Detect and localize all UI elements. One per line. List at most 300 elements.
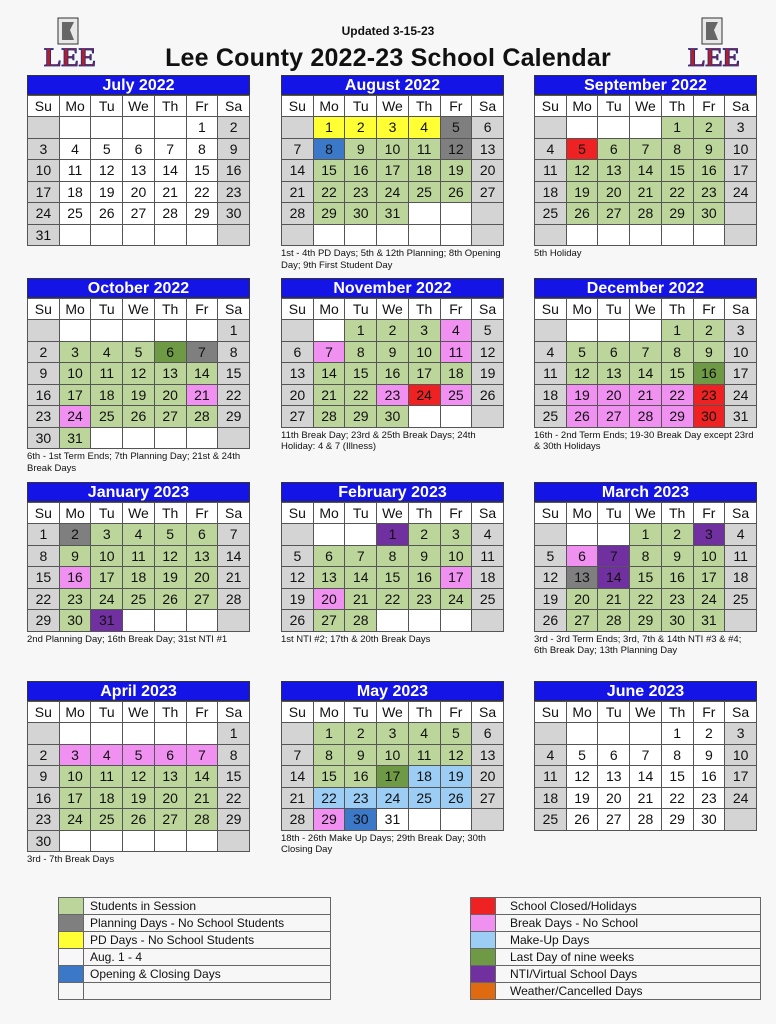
day-cell: 3	[725, 320, 757, 342]
day-cell: 4	[535, 744, 567, 766]
day-cell: 27	[472, 787, 504, 809]
week-row	[535, 524, 757, 546]
month-note: 5th Holiday	[534, 248, 582, 259]
legend-label: PD Days - No School Students	[84, 932, 331, 949]
weekday-label: We	[377, 96, 409, 117]
week-row	[535, 809, 757, 831]
day-cell: 25	[91, 809, 123, 831]
month-note: 3rd - 3rd Term Ends; 3rd, 7th & 14th NTI #3 & #4; 6th Break Day; 13th Planning Day	[534, 633, 742, 656]
day-cell: 18	[725, 567, 757, 589]
weekday-label: Sa	[472, 96, 504, 117]
month-block	[534, 278, 757, 428]
day-cell: 13	[186, 545, 218, 567]
day-cell: 3	[440, 524, 472, 546]
week-row	[28, 610, 250, 632]
day-cell: 6	[598, 341, 630, 363]
day-cell: 10	[377, 744, 409, 766]
day-cell: 12	[123, 766, 155, 788]
day-cell: 26	[472, 384, 504, 406]
day-cell: 28	[313, 406, 345, 428]
day-cell: 13	[313, 567, 345, 589]
day-cell: 31	[377, 203, 409, 225]
month-title: June 2023	[534, 681, 757, 701]
day-cell: 15	[661, 766, 693, 788]
legend-swatch	[59, 949, 84, 966]
weekday-header-row	[535, 503, 757, 524]
day-cell: 17	[59, 384, 91, 406]
month-note: 3rd - 7th Break Days	[27, 854, 115, 865]
day-cell: 8	[313, 744, 345, 766]
day-cell: 31	[725, 406, 757, 428]
day-cell: 26	[123, 406, 155, 428]
legend-swatch	[59, 932, 84, 949]
day-cell: 7	[345, 545, 377, 567]
weekday-label: Th	[661, 503, 693, 524]
day-cell: 29	[345, 406, 377, 428]
day-cell: 3	[28, 138, 60, 160]
day-cell: 25	[408, 181, 440, 203]
day-cell: 19	[472, 363, 504, 385]
week-row	[282, 567, 504, 589]
day-cell	[218, 224, 250, 246]
day-cell: 8	[661, 341, 693, 363]
day-cell: 10	[59, 766, 91, 788]
day-cell: 13	[598, 160, 630, 182]
day-cell: 23	[661, 588, 693, 610]
week-row	[282, 545, 504, 567]
day-cell: 21	[598, 588, 630, 610]
day-cell: 21	[218, 567, 250, 589]
day-cell: 26	[566, 203, 598, 225]
day-cell: 21	[345, 588, 377, 610]
weekday-header-row	[28, 96, 250, 117]
week-row	[282, 524, 504, 546]
day-cell: 25	[725, 588, 757, 610]
day-cell: 24	[725, 181, 757, 203]
day-cell: 22	[661, 787, 693, 809]
day-cell	[154, 320, 186, 342]
updated-date: Updated 3-15-23	[341, 24, 435, 38]
day-cell: 25	[91, 406, 123, 428]
weekday-label: Tu	[598, 503, 630, 524]
day-cell: 16	[408, 567, 440, 589]
day-cell: 9	[693, 744, 725, 766]
day-cell: 29	[661, 406, 693, 428]
day-cell: 30	[28, 427, 60, 449]
day-cell	[630, 224, 662, 246]
day-cell: 23	[377, 384, 409, 406]
legend-swatch	[471, 966, 496, 983]
day-cell: 1	[661, 117, 693, 139]
week-row	[535, 224, 757, 246]
day-cell: 24	[725, 384, 757, 406]
day-cell: 23	[345, 787, 377, 809]
day-cell: 14	[218, 545, 250, 567]
day-cell: 29	[218, 809, 250, 831]
day-cell	[123, 830, 155, 852]
day-cell	[313, 224, 345, 246]
month-note: 18th - 26th Make Up Days; 29th Break Day; 30th Closing Day	[281, 832, 486, 855]
day-cell	[440, 406, 472, 428]
day-cell: 16	[59, 567, 91, 589]
week-row	[282, 203, 504, 225]
weekday-label: Fr	[186, 96, 218, 117]
day-cell: 5	[91, 138, 123, 160]
day-cell: 18	[59, 181, 91, 203]
weekday-label: Fr	[186, 702, 218, 723]
day-cell: 21	[282, 787, 314, 809]
day-cell: 1	[186, 117, 218, 139]
day-cell: 16	[218, 160, 250, 182]
month-title: April 2023	[27, 681, 250, 701]
week-row	[535, 138, 757, 160]
weekday-label: Su	[28, 702, 60, 723]
legend-row	[59, 966, 331, 983]
day-cell: 3	[91, 524, 123, 546]
day-cell	[566, 117, 598, 139]
weekday-label: We	[123, 96, 155, 117]
day-cell: 21	[630, 384, 662, 406]
month-title: December 2022	[534, 278, 757, 298]
day-cell	[123, 610, 155, 632]
day-cell: 13	[472, 138, 504, 160]
day-cell: 7	[186, 341, 218, 363]
weekday-label: Sa	[725, 299, 757, 320]
day-cell: 7	[282, 744, 314, 766]
month-title: September 2022	[534, 75, 757, 95]
day-cell: 1	[661, 723, 693, 745]
day-cell: 9	[345, 138, 377, 160]
day-cell: 22	[313, 787, 345, 809]
day-cell: 27	[598, 809, 630, 831]
day-cell: 9	[408, 545, 440, 567]
weekday-label: Th	[154, 503, 186, 524]
day-cell: 1	[28, 524, 60, 546]
day-cell: 8	[313, 138, 345, 160]
day-cell: 11	[472, 545, 504, 567]
week-row	[282, 610, 504, 632]
day-cell	[535, 524, 567, 546]
weekday-label: Su	[282, 702, 314, 723]
week-row	[282, 723, 504, 745]
weekday-label: Tu	[91, 96, 123, 117]
legend-label: Planning Days - No School Students	[84, 915, 331, 932]
day-cell: 22	[218, 787, 250, 809]
day-cell: 10	[408, 341, 440, 363]
day-cell: 16	[693, 160, 725, 182]
day-cell: 24	[408, 384, 440, 406]
month-block	[27, 75, 250, 246]
day-cell: 28	[345, 610, 377, 632]
weekday-label: Tu	[598, 702, 630, 723]
day-cell: 25	[440, 384, 472, 406]
day-cell	[186, 830, 218, 852]
day-cell: 14	[313, 363, 345, 385]
week-row	[28, 744, 250, 766]
day-cell: 25	[408, 787, 440, 809]
weekday-label: Fr	[440, 702, 472, 723]
day-cell: 27	[123, 203, 155, 225]
day-cell	[186, 427, 218, 449]
legend-swatch	[471, 983, 496, 1000]
day-cell	[408, 610, 440, 632]
week-row	[535, 363, 757, 385]
day-cell: 26	[440, 787, 472, 809]
day-cell: 24	[377, 181, 409, 203]
week-row	[28, 545, 250, 567]
day-cell: 17	[725, 363, 757, 385]
month-block	[281, 278, 504, 428]
day-cell: 16	[28, 787, 60, 809]
weekday-label: Tu	[345, 503, 377, 524]
month-note: 2nd Planning Day; 16th Break Day; 31st NTI #1	[27, 633, 228, 645]
day-cell: 22	[28, 588, 60, 610]
legend-label: Students in Session	[84, 898, 331, 915]
legend-swatch	[59, 966, 84, 983]
weekday-label: Su	[535, 299, 567, 320]
day-cell: 7	[630, 341, 662, 363]
legend-swatch	[471, 932, 496, 949]
day-cell: 6	[123, 138, 155, 160]
day-cell: 18	[535, 181, 567, 203]
day-cell: 5	[123, 744, 155, 766]
day-cell: 18	[440, 363, 472, 385]
day-cell: 11	[91, 766, 123, 788]
day-cell: 14	[630, 766, 662, 788]
week-row	[28, 524, 250, 546]
day-cell	[535, 723, 567, 745]
legend-row	[471, 966, 761, 983]
weekday-label: We	[630, 702, 662, 723]
day-cell: 23	[693, 787, 725, 809]
day-cell: 16	[28, 384, 60, 406]
weekday-label: We	[630, 299, 662, 320]
day-cell	[472, 203, 504, 225]
day-cell	[186, 224, 218, 246]
month-title: October 2022	[27, 278, 250, 298]
day-cell: 12	[472, 341, 504, 363]
week-row	[28, 117, 250, 139]
weekday-label: Th	[154, 299, 186, 320]
day-cell: 4	[408, 723, 440, 745]
day-cell: 7	[630, 138, 662, 160]
day-cell: 30	[28, 830, 60, 852]
day-cell: 19	[154, 567, 186, 589]
month-title: January 2023	[27, 482, 250, 502]
weekday-header-row	[28, 503, 250, 524]
day-cell: 22	[661, 384, 693, 406]
week-row	[535, 744, 757, 766]
day-cell	[154, 830, 186, 852]
weekday-label: Mo	[313, 96, 345, 117]
day-cell	[377, 224, 409, 246]
day-cell: 20	[123, 181, 155, 203]
week-row	[28, 406, 250, 428]
day-cell: 18	[91, 787, 123, 809]
day-cell	[630, 117, 662, 139]
weekday-label: We	[377, 299, 409, 320]
day-cell: 16	[377, 363, 409, 385]
day-cell: 4	[472, 524, 504, 546]
week-row	[28, 160, 250, 182]
day-cell: 23	[345, 181, 377, 203]
week-row	[28, 341, 250, 363]
day-cell	[630, 320, 662, 342]
weekday-label: Fr	[186, 503, 218, 524]
day-cell	[725, 203, 757, 225]
day-cell: 21	[630, 181, 662, 203]
day-cell	[154, 427, 186, 449]
weekday-label: Mo	[313, 503, 345, 524]
month-block	[534, 482, 757, 632]
day-cell: 2	[345, 723, 377, 745]
month-block	[27, 482, 250, 632]
day-cell	[282, 224, 314, 246]
month-title: March 2023	[534, 482, 757, 502]
day-cell: 22	[377, 588, 409, 610]
day-cell: 11	[535, 766, 567, 788]
day-cell: 13	[598, 363, 630, 385]
day-cell: 9	[661, 545, 693, 567]
day-cell: 3	[59, 744, 91, 766]
day-cell: 29	[28, 610, 60, 632]
weekday-label: Mo	[566, 96, 598, 117]
day-cell: 8	[630, 545, 662, 567]
day-cell	[472, 224, 504, 246]
week-row	[28, 588, 250, 610]
day-cell: 15	[345, 363, 377, 385]
day-cell: 24	[377, 787, 409, 809]
day-cell	[598, 723, 630, 745]
day-cell: 16	[693, 363, 725, 385]
day-cell: 18	[408, 160, 440, 182]
weekday-label: Fr	[693, 503, 725, 524]
day-cell: 17	[91, 567, 123, 589]
weekday-label: Su	[282, 299, 314, 320]
week-row	[535, 160, 757, 182]
day-cell	[408, 406, 440, 428]
day-cell: 27	[313, 610, 345, 632]
month-block	[281, 681, 504, 831]
day-cell	[154, 117, 186, 139]
day-cell: 9	[693, 341, 725, 363]
day-cell: 9	[28, 363, 60, 385]
day-cell: 19	[123, 384, 155, 406]
day-cell: 24	[693, 588, 725, 610]
day-cell	[154, 224, 186, 246]
week-row	[535, 567, 757, 589]
day-cell: 6	[282, 341, 314, 363]
month-title: May 2023	[281, 681, 504, 701]
month-block	[281, 75, 504, 246]
day-cell: 6	[598, 744, 630, 766]
day-cell: 8	[661, 744, 693, 766]
day-cell: 6	[154, 341, 186, 363]
day-cell: 25	[472, 588, 504, 610]
day-cell: 10	[440, 545, 472, 567]
day-cell: 10	[28, 160, 60, 182]
day-cell: 23	[218, 181, 250, 203]
weekday-label: Fr	[440, 96, 472, 117]
day-cell: 6	[598, 138, 630, 160]
day-cell: 29	[313, 809, 345, 831]
legend-swatch	[471, 915, 496, 932]
weekday-label: Fr	[693, 96, 725, 117]
weekday-label: Tu	[91, 503, 123, 524]
legend-row	[59, 983, 331, 1000]
day-cell	[123, 723, 155, 745]
day-cell: 5	[535, 545, 567, 567]
day-cell: 15	[28, 567, 60, 589]
day-cell: 21	[630, 787, 662, 809]
day-cell: 23	[28, 809, 60, 831]
weekday-header-row	[282, 96, 504, 117]
day-cell: 22	[313, 181, 345, 203]
day-cell: 9	[218, 138, 250, 160]
day-cell: 28	[630, 406, 662, 428]
day-cell	[693, 224, 725, 246]
day-cell: 17	[440, 567, 472, 589]
day-cell	[282, 524, 314, 546]
legend-label: School Closed/Holidays	[496, 898, 761, 915]
week-row	[28, 723, 250, 745]
day-cell: 17	[725, 766, 757, 788]
day-cell	[566, 320, 598, 342]
legend-swatch	[471, 949, 496, 966]
weekday-label: Th	[154, 702, 186, 723]
day-cell: 17	[725, 160, 757, 182]
weekday-label: Su	[535, 96, 567, 117]
day-cell: 2	[661, 524, 693, 546]
day-cell	[535, 320, 567, 342]
day-cell: 14	[630, 363, 662, 385]
legend-label: Opening & Closing Days	[84, 966, 331, 983]
day-cell	[472, 809, 504, 831]
day-cell: 28	[186, 809, 218, 831]
weekday-label: Th	[408, 299, 440, 320]
weekday-header-row	[282, 702, 504, 723]
day-cell	[472, 406, 504, 428]
day-cell: 7	[186, 744, 218, 766]
weekday-label: Fr	[440, 503, 472, 524]
day-cell: 3	[725, 117, 757, 139]
day-cell	[725, 610, 757, 632]
week-row	[282, 809, 504, 831]
day-cell: 27	[598, 203, 630, 225]
day-cell: 5	[566, 138, 598, 160]
day-cell: 16	[345, 766, 377, 788]
legend-row	[471, 898, 761, 915]
day-cell: 17	[59, 787, 91, 809]
day-cell: 15	[218, 363, 250, 385]
day-cell: 29	[630, 610, 662, 632]
day-cell: 13	[566, 567, 598, 589]
day-cell	[725, 224, 757, 246]
day-cell: 17	[408, 363, 440, 385]
day-cell: 29	[313, 203, 345, 225]
week-row	[535, 203, 757, 225]
day-cell: 28	[154, 203, 186, 225]
day-cell: 1	[661, 320, 693, 342]
day-cell: 25	[59, 203, 91, 225]
week-row	[282, 160, 504, 182]
legend-label: NTI/Virtual School Days	[496, 966, 761, 983]
day-cell: 20	[566, 588, 598, 610]
weekday-label: Tu	[345, 299, 377, 320]
day-cell	[59, 320, 91, 342]
day-cell	[28, 117, 60, 139]
day-cell: 12	[566, 363, 598, 385]
